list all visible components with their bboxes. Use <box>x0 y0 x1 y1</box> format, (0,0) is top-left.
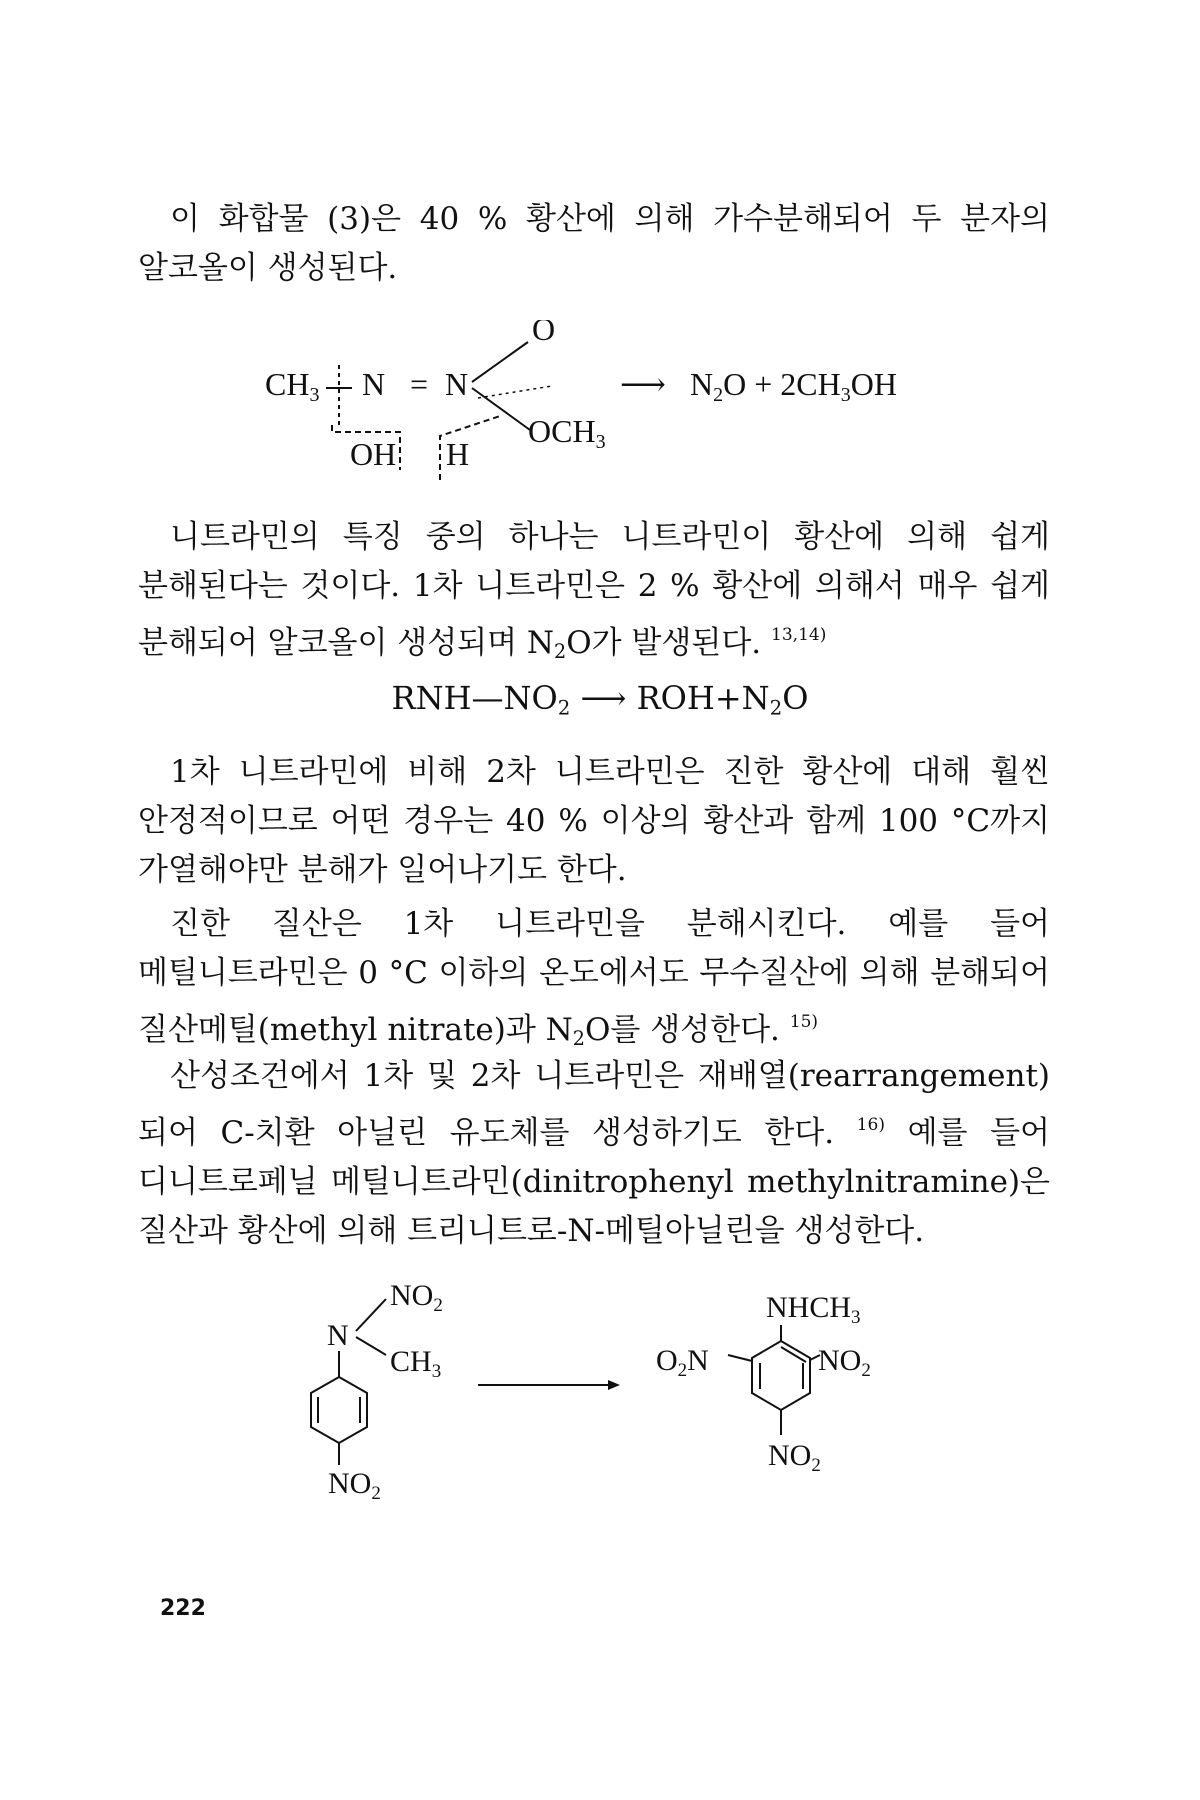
equation-subscript: 2 <box>769 696 783 720</box>
h-label: H <box>446 436 470 472</box>
reaction-arrow-1: ⟶ <box>620 366 666 402</box>
formula-subscript: 2 <box>572 1027 586 1051</box>
no2-bottom-label: $NO_2$ <box>328 1467 381 1504</box>
products-label: N2O + 2CH3OH <box>690 366 897 406</box>
reaction-scheme-hydrolysis <box>0 320 1200 500</box>
paragraph-text-tail: O를 생성한다. <box>585 1011 780 1048</box>
bond-n-no2 <box>356 1299 386 1331</box>
equation-rhs-tail: O <box>782 679 809 717</box>
reaction-scheme-rearrangement <box>0 1265 1200 1515</box>
paragraph-text: 이 화합물 (3)은 40 % 황산에 의해 가수분해되어 두 분자의 알코올이 생성된다. <box>138 201 1050 286</box>
benzene-ring-reactant <box>311 1377 367 1443</box>
o2n-label: $O_2N$ <box>656 1344 709 1381</box>
no2-top-label: $NO_2$ <box>390 1279 443 1316</box>
nitrogen-2: N <box>445 366 469 402</box>
bond-n-ch3 <box>356 1337 386 1355</box>
double-bond-sign: = <box>410 366 429 402</box>
paragraph-hydrolysis <box>138 195 1050 293</box>
equation-primary-nitramine <box>0 678 1200 729</box>
reference-mark: 15) <box>789 1012 819 1032</box>
paragraph-nitramine-property <box>138 513 1050 676</box>
no2-right-label: $NO_2$ <box>818 1344 871 1381</box>
bond-n-o <box>472 342 528 382</box>
ch3-label: CH3 <box>265 366 320 406</box>
paragraph-text: 니트라민의 특징 중의 하나는 니트라민이 황산에 의해 쉽게 분해된다는 것이다. 1차 니트라민은 2 % 황산에 의해서 매우 쉽게 분해되어 알코올이 생성되며 <box>138 519 1050 661</box>
nhch3-label: $NHCH_3$ <box>766 1291 861 1328</box>
dotted-bond <box>478 386 552 398</box>
paragraph-nitric-acid <box>138 900 1050 1063</box>
nitrogen-1: N <box>362 366 386 402</box>
equation-rhs: ROH+N <box>636 679 770 717</box>
bond-ring-o2n <box>728 1355 752 1361</box>
equation-lhs: RNH—NO <box>391 679 558 717</box>
formula-n: N <box>545 1011 573 1048</box>
paragraph-text-tail: 예를 들어 디니트로페닐 메틸니트라민(dinitrophenyl methylnitramine)은 질산과 황산에 의해 트리니트로-N-메틸아닐린을 생성한다. <box>138 1114 1050 1249</box>
paragraph-secondary-nitramine <box>138 748 1050 895</box>
paragraph-text-tail: O가 발생된다. <box>566 624 762 661</box>
paragraph-rearrangement <box>138 1052 1050 1256</box>
formula-n: N <box>526 624 555 661</box>
ch3-group-label: $CH_3$ <box>390 1345 442 1382</box>
reference-mark: 16) <box>856 1115 886 1135</box>
oxygen-label: O <box>532 320 556 347</box>
reference-mark: 13,14) <box>770 625 827 645</box>
oh-label: OH <box>350 436 397 472</box>
paragraph-text: 1차 니트라민에 비해 2차 니트라민은 진한 황산에 대해 훨씬 안정적이므로 어떤 경우는 40 % 이상의 황산과 함께 100 °C까지 가열해야만 분해가 일어나기도 한다. <box>138 754 1050 888</box>
amine-nitrogen: N <box>327 1319 349 1352</box>
arrow-head <box>608 1380 620 1390</box>
paragraph-text: 산성조건에서 1차 및 2차 니트라민은 재배열(rearrangement)되어 C-치환 아닐린 유도체를 생성하기도 한다. <box>138 1058 1050 1151</box>
equation-subscript: 2 <box>557 696 571 720</box>
paragraph-text: 진한 질산은 1차 니트라민을 분해시킨다. 예를 들어 메틸니트라민은 0 °C 이하의 온도에서도 무수질산에 의해 분해되어 질산메틸(methyl nitrate)과 <box>138 906 1050 1048</box>
reaction-arrow-2: ⟶ <box>580 679 627 717</box>
och3-label: OCH3 <box>528 413 606 453</box>
page-number: 222 <box>160 1596 206 1621</box>
formula-subscript: 2 <box>554 640 567 664</box>
no2-product-bottom-label: $NO_2$ <box>768 1439 821 1476</box>
